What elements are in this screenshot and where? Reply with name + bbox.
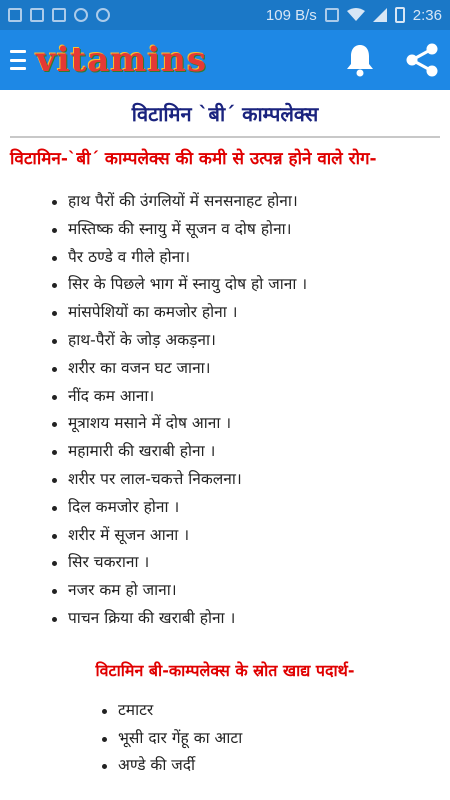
sources-list [0, 697, 450, 780]
list-item: मूत्राशय मसाने में दोष आना । [68, 410, 450, 438]
list-item: नींद कम आना। [68, 383, 450, 411]
list-item: शरीर पर लाल-चकत्ते निकलना। [68, 466, 450, 494]
notification-icon [8, 8, 22, 22]
status-notifications [8, 8, 110, 22]
sources-heading: विटामिन बी-काम्पलेक्स के स्रोत खाद्य पदार्थ- [95, 660, 355, 680]
article-content[interactable] [0, 90, 450, 800]
list-item: पैर ठण्डे व गीले होना। [68, 244, 450, 272]
list-item: टमाटर [118, 697, 450, 725]
image-icon [52, 8, 66, 22]
list-item: मांसपेशियों का कमजोर होना । [68, 299, 450, 327]
notification-icon [74, 8, 88, 22]
list-item: सिर चकराना । [68, 549, 450, 577]
status-bar [0, 0, 450, 30]
deficiency-heading: विटामिन-`बी´ काम्पलेक्स की कमी से उत्पन्न होने वाले रोग- [10, 149, 377, 169]
list-item: नजर कम हो जाना। [68, 577, 450, 605]
app-logo: vitamins [36, 40, 208, 80]
clock: 2:36 [412, 6, 442, 24]
list-item: पाचन क्रिया की खराबी होना । [68, 605, 450, 633]
menu-icon[interactable] [10, 50, 26, 70]
list-item: सिर के पिछले भाग में स्नायु दोष हो जाना । [68, 271, 450, 299]
list-item: दिल कमजोर होना । [68, 494, 450, 522]
app-bar [0, 30, 450, 90]
deficiency-list [0, 188, 450, 633]
list-item: हाथ पैरों की उंगलियों में सनसनाहट होना। [68, 188, 450, 216]
data-icon [325, 8, 339, 22]
share-icon[interactable] [404, 42, 440, 78]
bell-icon[interactable] [342, 42, 378, 78]
list-item: मस्तिष्क की स्नायु में सूजन व दोष होना। [68, 216, 450, 244]
notification-icon [96, 8, 110, 22]
status-system [266, 7, 442, 24]
list-item: महामारी की खराबी होना । [68, 438, 450, 466]
notification-icon [30, 8, 44, 22]
wifi-icon [347, 8, 365, 22]
list-item: शरीर का वजन घट जाना। [68, 355, 450, 383]
network-speed: 109 B/s [265, 6, 317, 24]
signal-icon [373, 8, 387, 22]
list-item: अण्डे की जर्दी [118, 752, 450, 780]
list-item: भूसी दार गेंहू का आटा [118, 725, 450, 753]
list-item: हाथ-पैरों के जोड़ अकड़ना। [68, 327, 450, 355]
list-item: शरीर में सूजन आना । [68, 522, 450, 550]
battery-icon [395, 7, 405, 23]
page-title: विटामिन `बी´ काम्पलेक्स [131, 102, 319, 126]
